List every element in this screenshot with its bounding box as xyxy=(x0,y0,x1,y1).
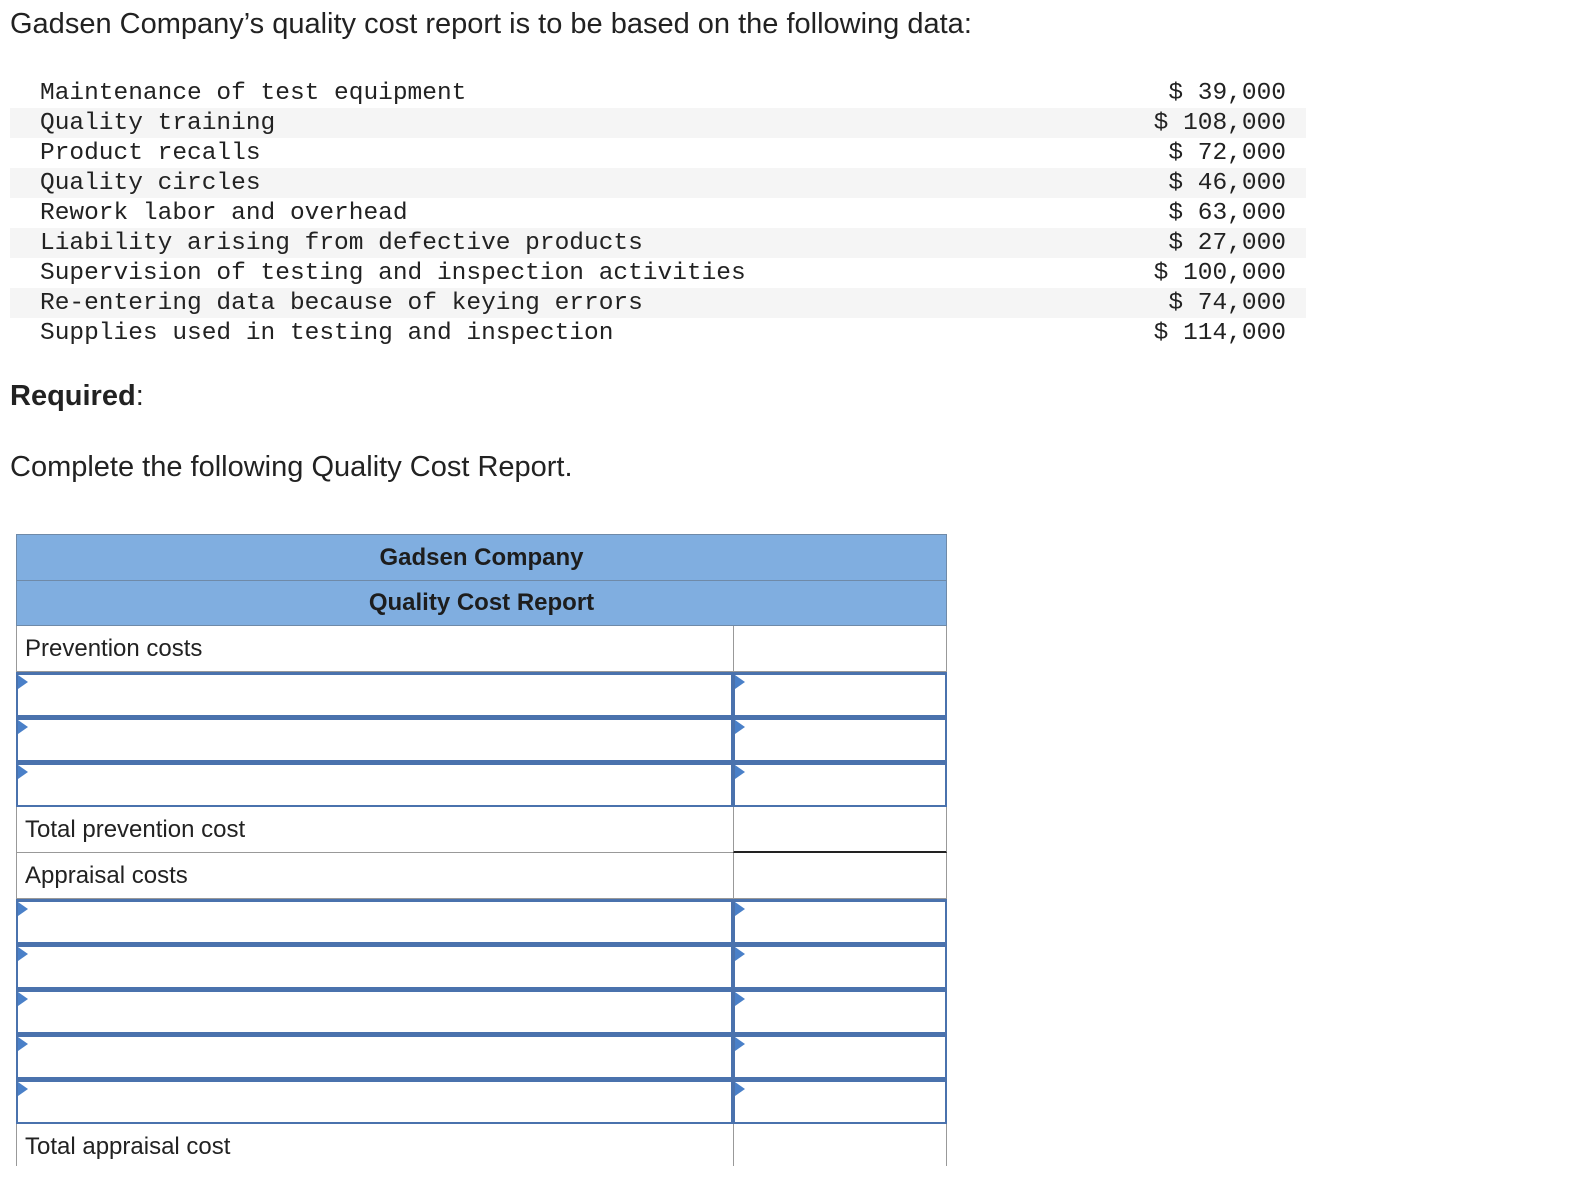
dropdown-marker-icon xyxy=(735,947,745,961)
prevention-input-row xyxy=(16,762,947,807)
data-amount: $ 100,000 xyxy=(1153,259,1286,287)
data-label: Rework labor and overhead xyxy=(40,199,408,227)
appraisal-input-row xyxy=(16,944,947,989)
intro-text: Gadsen Company’s quality cost report is to be based on the following data: xyxy=(10,8,972,40)
dropdown-marker-icon xyxy=(18,902,28,916)
required-heading xyxy=(10,378,144,414)
appraisal-input-row xyxy=(16,989,947,1034)
data-amount: $ 74,000 xyxy=(1168,289,1286,317)
required-label: Required xyxy=(10,380,136,412)
report-company-header: Gadsen Company xyxy=(16,534,947,580)
appraisal-item-dropdown[interactable] xyxy=(16,989,733,1034)
total-appraisal-row xyxy=(16,1124,947,1166)
prevention-item-dropdown[interactable] xyxy=(16,672,733,717)
appraisal-item-dropdown[interactable] xyxy=(16,1079,733,1124)
appraisal-amount-input[interactable] xyxy=(733,899,947,944)
dropdown-marker-icon xyxy=(735,1037,745,1051)
prevention-costs-amount-cell xyxy=(733,626,947,672)
prevention-input-row xyxy=(16,672,947,717)
data-row xyxy=(10,108,1306,138)
dropdown-marker-icon xyxy=(735,902,745,916)
dropdown-marker-icon xyxy=(735,765,745,779)
report-title-header: Quality Cost Report xyxy=(16,580,947,626)
data-row xyxy=(10,288,1306,318)
prevention-amount-input[interactable] xyxy=(733,762,947,807)
quality-cost-report xyxy=(16,534,947,1166)
data-row xyxy=(10,228,1306,258)
total-prevention-amount[interactable] xyxy=(733,807,947,853)
prevention-input-row xyxy=(16,717,947,762)
total-appraisal-label: Total appraisal cost xyxy=(16,1124,733,1166)
dropdown-marker-icon xyxy=(735,1082,745,1096)
data-row xyxy=(10,78,1306,108)
appraisal-costs-label: Appraisal costs xyxy=(16,853,733,899)
data-label: Product recalls xyxy=(40,139,261,167)
dropdown-marker-icon xyxy=(18,720,28,734)
appraisal-input-row xyxy=(16,1034,947,1079)
appraisal-amount-input[interactable] xyxy=(733,944,947,989)
data-amount: $ 108,000 xyxy=(1153,109,1286,137)
dropdown-marker-icon xyxy=(18,675,28,689)
prevention-costs-row xyxy=(16,626,947,672)
prevention-costs-label: Prevention costs xyxy=(16,626,733,672)
appraisal-costs-amount-cell xyxy=(733,853,947,899)
data-label: Quality training xyxy=(40,109,276,137)
data-row xyxy=(10,138,1306,168)
data-label: Supervision of testing and inspection activities xyxy=(40,259,746,287)
data-label: Supplies used in testing and inspection xyxy=(40,319,614,347)
cost-data-table xyxy=(10,78,1306,348)
data-label: Maintenance of test equipment xyxy=(40,79,467,107)
data-row xyxy=(10,258,1306,288)
data-row xyxy=(10,318,1306,348)
prevention-amount-input[interactable] xyxy=(733,717,947,762)
data-amount: $ 39,000 xyxy=(1168,79,1286,107)
dropdown-marker-icon xyxy=(18,765,28,779)
appraisal-amount-input[interactable] xyxy=(733,1079,947,1124)
prevention-item-dropdown[interactable] xyxy=(16,762,733,807)
appraisal-item-dropdown[interactable] xyxy=(16,1034,733,1079)
data-amount: $ 63,000 xyxy=(1168,199,1286,227)
prevention-item-dropdown[interactable] xyxy=(16,717,733,762)
dropdown-marker-icon xyxy=(18,992,28,1006)
total-appraisal-amount[interactable] xyxy=(733,1124,947,1166)
data-amount: $ 27,000 xyxy=(1168,229,1286,257)
data-row xyxy=(10,198,1306,228)
data-amount: $ 46,000 xyxy=(1168,169,1286,197)
data-label: Re-entering data because of keying errors xyxy=(40,289,643,317)
appraisal-input-row xyxy=(16,1079,947,1124)
data-amount: $ 114,000 xyxy=(1153,319,1286,347)
dropdown-marker-icon xyxy=(18,1082,28,1096)
appraisal-amount-input[interactable] xyxy=(733,989,947,1034)
data-row xyxy=(10,168,1306,198)
data-amount: $ 72,000 xyxy=(1168,139,1286,167)
appraisal-amount-input[interactable] xyxy=(733,1034,947,1079)
appraisal-item-dropdown[interactable] xyxy=(16,944,733,989)
dropdown-marker-icon xyxy=(18,1037,28,1051)
total-prevention-label: Total prevention cost xyxy=(16,807,733,853)
dropdown-marker-icon xyxy=(735,675,745,689)
appraisal-costs-row xyxy=(16,853,947,899)
prevention-amount-input[interactable] xyxy=(733,672,947,717)
dropdown-marker-icon xyxy=(735,992,745,1006)
total-prevention-row xyxy=(16,807,947,853)
required-colon: : xyxy=(135,380,144,412)
appraisal-item-dropdown[interactable] xyxy=(16,899,733,944)
data-label: Quality circles xyxy=(40,169,261,197)
dropdown-marker-icon xyxy=(735,720,745,734)
appraisal-input-row xyxy=(16,899,947,944)
instruction-text: Complete the following Quality Cost Report. xyxy=(10,451,573,483)
dropdown-marker-icon xyxy=(18,947,28,961)
data-label: Liability arising from defective products xyxy=(40,229,643,257)
